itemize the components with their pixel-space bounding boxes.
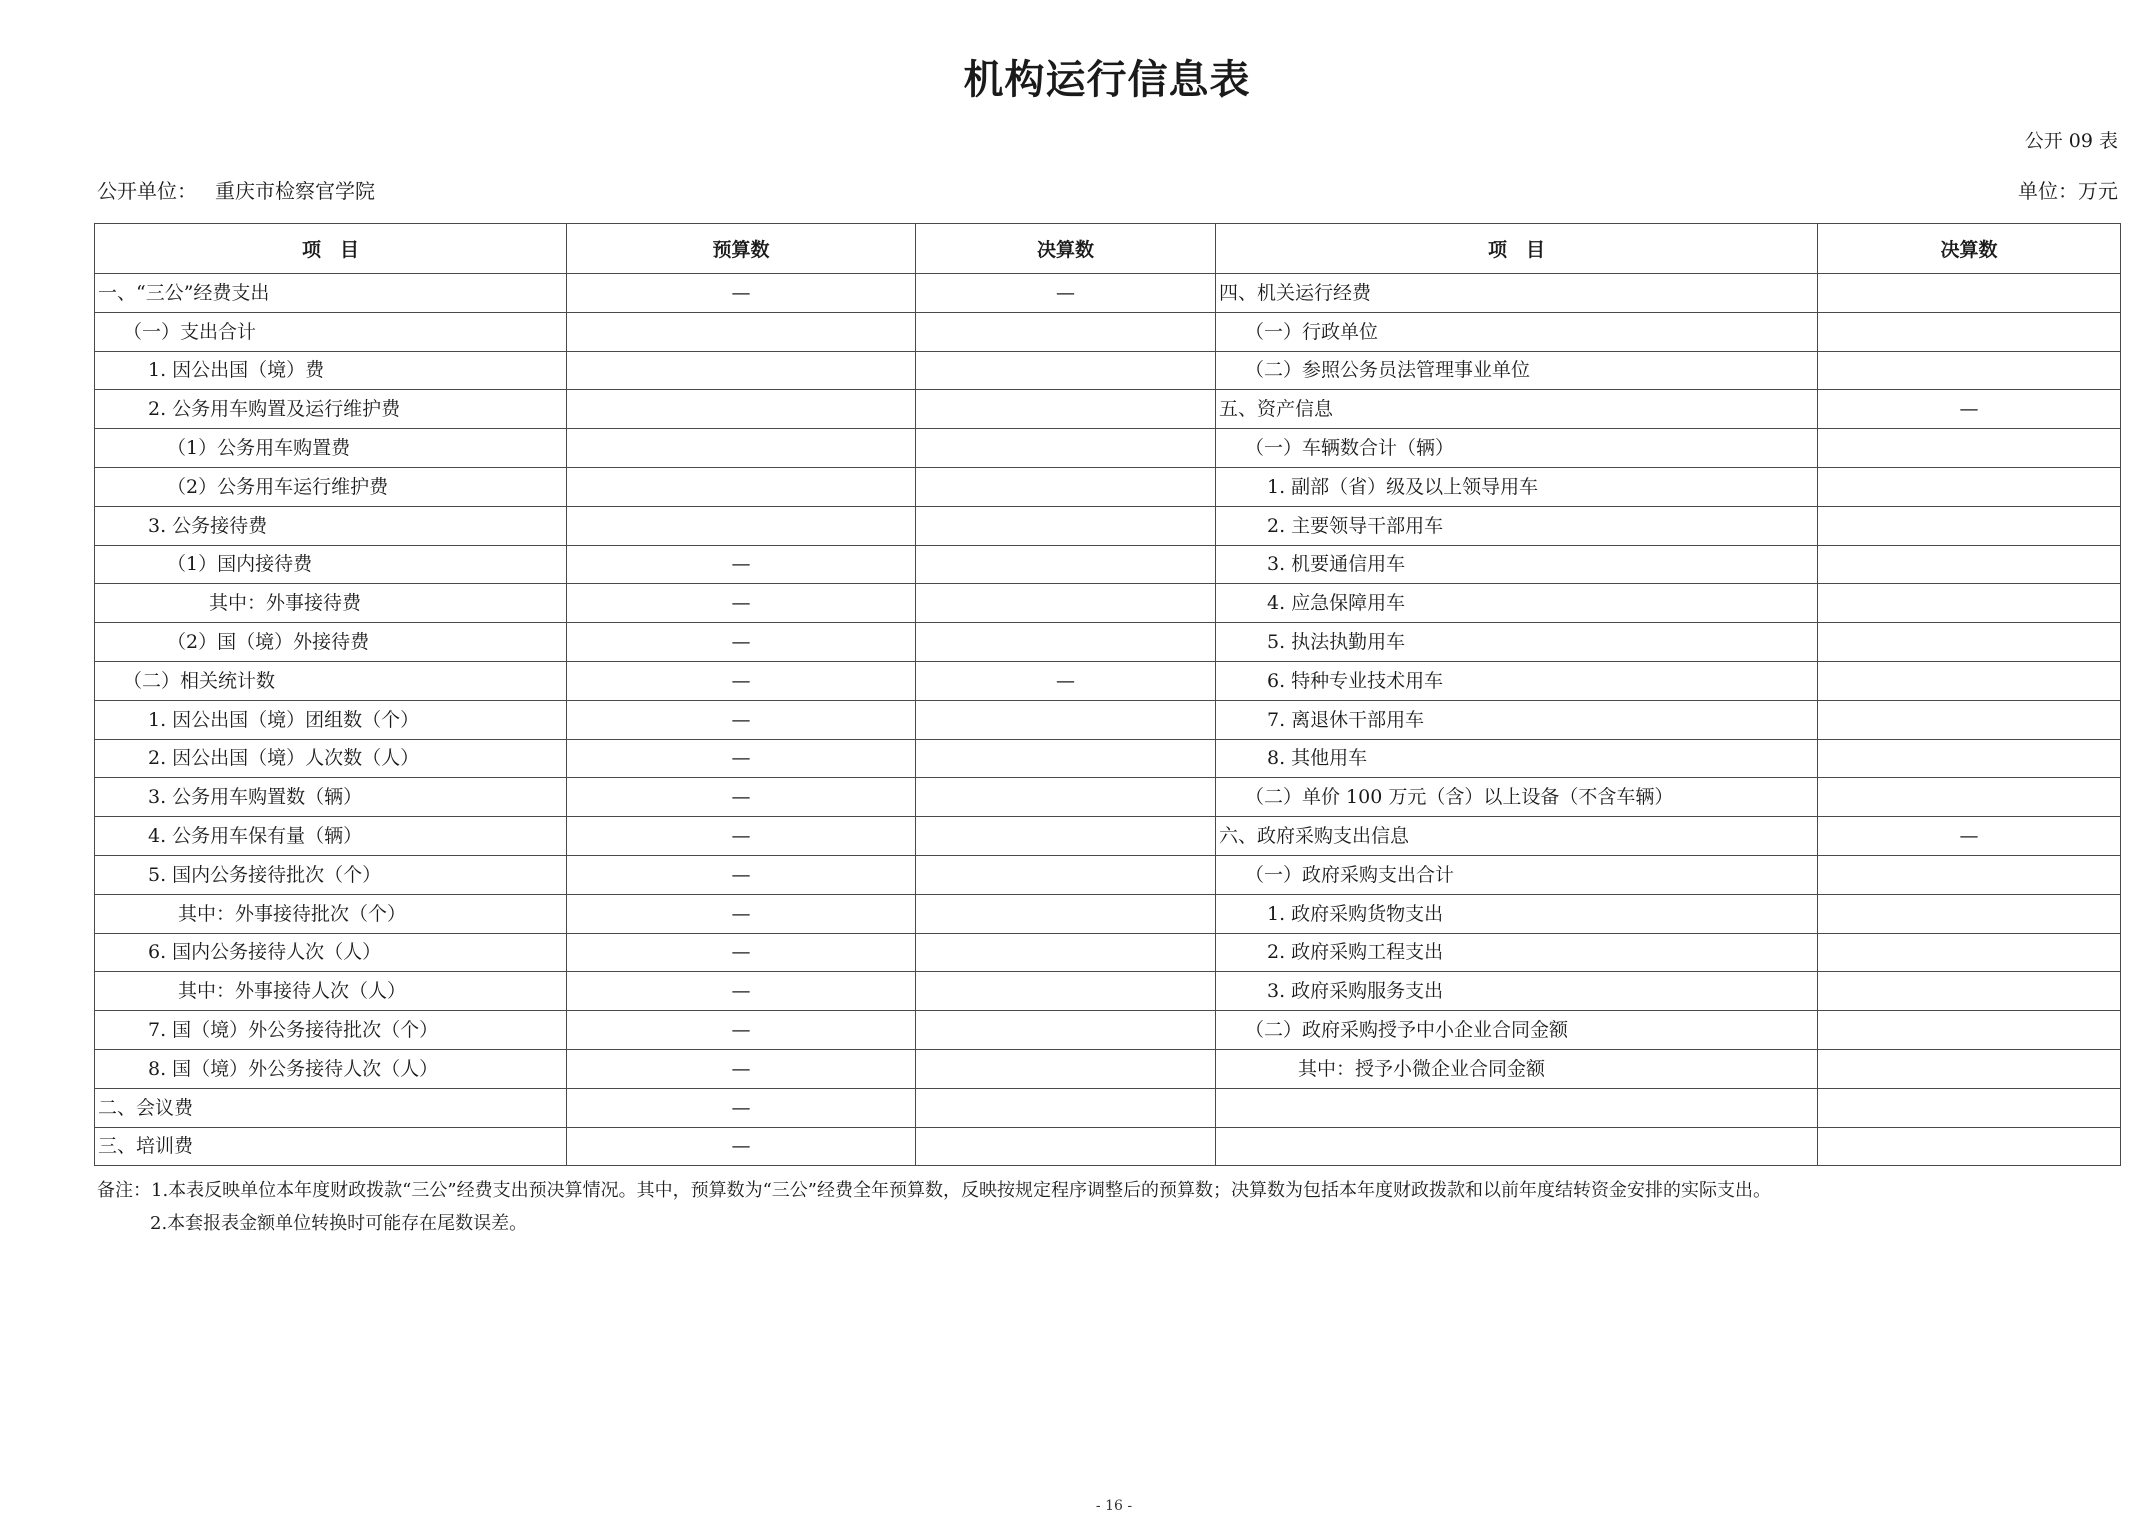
final-cell: —	[916, 661, 1216, 700]
final-cell	[916, 467, 1216, 506]
budget-cell: —	[567, 739, 916, 778]
budget-cell: —	[567, 661, 916, 700]
item-cell: 3. 公务用车购置数（辆）	[95, 778, 567, 817]
item-cell: 三、培训费	[95, 1127, 567, 1166]
table-body	[95, 274, 2121, 1166]
final-cell	[916, 739, 1216, 778]
table-row	[95, 1127, 2121, 1166]
table-row	[95, 274, 2121, 313]
table-row	[95, 467, 2121, 506]
final-cell	[916, 1088, 1216, 1127]
final-cell	[916, 894, 1216, 933]
final-cell: —	[916, 274, 1216, 313]
budget-cell: —	[567, 894, 916, 933]
right-item-cell: 6. 特种专业技术用车	[1216, 661, 1818, 700]
operation-info-table	[94, 223, 2121, 1166]
item-cell: （1）国内接待费	[95, 545, 567, 584]
header-right-final: 决算数	[1818, 224, 2121, 274]
table-row	[95, 700, 2121, 739]
right-final-cell	[1818, 933, 2121, 972]
budget-cell	[567, 390, 916, 429]
right-item-cell	[1216, 1088, 1818, 1127]
final-cell	[916, 972, 1216, 1011]
item-cell: 二、会议费	[95, 1088, 567, 1127]
final-cell	[916, 390, 1216, 429]
budget-cell: —	[567, 274, 916, 313]
right-final-cell	[1818, 623, 2121, 662]
right-item-cell: 2. 政府采购工程支出	[1216, 933, 1818, 972]
budget-cell: —	[567, 1088, 916, 1127]
right-final-cell	[1818, 1049, 2121, 1088]
budget-cell: —	[567, 545, 916, 584]
final-cell	[916, 351, 1216, 390]
item-cell: 7. 国（境）外公务接待批次（个）	[95, 1011, 567, 1050]
final-cell	[916, 933, 1216, 972]
right-item-cell: （一）行政单位	[1216, 312, 1818, 351]
budget-cell: —	[567, 584, 916, 623]
header-budget: 预算数	[567, 224, 916, 274]
table-row	[95, 351, 2121, 390]
table-row	[95, 855, 2121, 894]
reporting-unit-label: 公开单位：	[97, 179, 197, 203]
right-final-cell	[1818, 700, 2121, 739]
reporting-unit	[97, 179, 375, 203]
right-final-cell	[1818, 1127, 2121, 1166]
table-row	[95, 1088, 2121, 1127]
table-row	[95, 506, 2121, 545]
right-final-cell	[1818, 545, 2121, 584]
table-row	[95, 778, 2121, 817]
table-row	[95, 1049, 2121, 1088]
budget-cell	[567, 429, 916, 468]
table-row	[95, 312, 2121, 351]
table-row	[95, 623, 2121, 662]
table-row	[95, 429, 2121, 468]
table-row	[95, 1011, 2121, 1050]
right-final-cell: —	[1818, 817, 2121, 856]
item-cell: 2. 公务用车购置及运行维护费	[95, 390, 567, 429]
right-item-cell: （二）单价 100 万元（含）以上设备（不含车辆）	[1216, 778, 1818, 817]
right-item-cell: 1. 政府采购货物支出	[1216, 894, 1818, 933]
table-row	[95, 584, 2121, 623]
item-cell: （2）国（境）外接待费	[95, 623, 567, 662]
budget-cell: —	[567, 817, 916, 856]
header-item: 项 目	[95, 224, 567, 274]
reporting-unit-name: 重庆市检察官学院	[215, 179, 375, 203]
item-cell: （1）公务用车购置费	[95, 429, 567, 468]
right-item-cell: 5. 执法执勤用车	[1216, 623, 1818, 662]
budget-cell: —	[567, 778, 916, 817]
table-notes	[97, 1174, 1771, 1240]
right-final-cell	[1818, 661, 2121, 700]
right-item-cell: （二）政府采购授予中小企业合同金额	[1216, 1011, 1818, 1050]
right-item-cell: 1. 副部（省）级及以上领导用车	[1216, 467, 1818, 506]
form-number: 公开 09 表	[2024, 130, 2118, 152]
right-final-cell	[1818, 584, 2121, 623]
item-cell: （一）支出合计	[95, 312, 567, 351]
right-final-cell	[1818, 894, 2121, 933]
right-item-cell: （二）参照公务员法管理事业单位	[1216, 351, 1818, 390]
budget-cell	[567, 467, 916, 506]
table-row	[95, 739, 2121, 778]
right-item-cell: 3. 政府采购服务支出	[1216, 972, 1818, 1011]
budget-cell: —	[567, 1049, 916, 1088]
right-item-cell	[1216, 1127, 1818, 1166]
right-final-cell	[1818, 778, 2121, 817]
right-final-cell	[1818, 739, 2121, 778]
item-cell: 1. 因公出国（境）团组数（个）	[95, 700, 567, 739]
table-row	[95, 933, 2121, 972]
final-cell	[916, 1011, 1216, 1050]
right-item-cell: 4. 应急保障用车	[1216, 584, 1818, 623]
table-row	[95, 894, 2121, 933]
budget-cell	[567, 312, 916, 351]
right-item-cell: 其中：授予小微企业合同金额	[1216, 1049, 1818, 1088]
right-final-cell: —	[1818, 390, 2121, 429]
final-cell	[916, 817, 1216, 856]
page-title: 机构运行信息表	[963, 56, 1251, 103]
right-item-cell: （一）政府采购支出合计	[1216, 855, 1818, 894]
item-cell: 其中：外事接待人次（人）	[95, 972, 567, 1011]
budget-cell: —	[567, 1127, 916, 1166]
right-final-cell	[1818, 855, 2121, 894]
item-cell: 其中：外事接待费	[95, 584, 567, 623]
right-final-cell	[1818, 429, 2121, 468]
final-cell	[916, 623, 1216, 662]
table-row	[95, 545, 2121, 584]
right-final-cell	[1818, 467, 2121, 506]
budget-cell: —	[567, 972, 916, 1011]
budget-cell	[567, 351, 916, 390]
header-right-item: 项 目	[1216, 224, 1818, 274]
final-cell	[916, 312, 1216, 351]
budget-cell: —	[567, 700, 916, 739]
right-final-cell	[1818, 972, 2121, 1011]
budget-cell	[567, 506, 916, 545]
table-row	[95, 972, 2121, 1011]
table-row	[95, 390, 2121, 429]
right-item-cell: 四、机关运行经费	[1216, 274, 1818, 313]
final-cell	[916, 545, 1216, 584]
final-cell	[916, 700, 1216, 739]
budget-cell: —	[567, 1011, 916, 1050]
final-cell	[916, 1049, 1216, 1088]
item-cell: 2. 因公出国（境）人次数（人）	[95, 739, 567, 778]
table-row	[95, 817, 2121, 856]
budget-cell: —	[567, 855, 916, 894]
final-cell	[916, 778, 1216, 817]
item-cell: 其中：外事接待批次（个）	[95, 894, 567, 933]
item-cell: 1. 因公出国（境）费	[95, 351, 567, 390]
header-final: 决算数	[916, 224, 1216, 274]
budget-cell: —	[567, 623, 916, 662]
note-line: 2.本套报表金额单位转换时可能存在尾数误差。	[150, 1213, 528, 1234]
page-number: - 16 -	[1095, 1498, 1133, 1514]
right-final-cell	[1818, 506, 2121, 545]
item-cell: 3. 公务接待费	[95, 506, 567, 545]
right-item-cell: （一）车辆数合计（辆）	[1216, 429, 1818, 468]
final-cell	[916, 1127, 1216, 1166]
right-item-cell: 五、资产信息	[1216, 390, 1818, 429]
item-cell: （2）公务用车运行维护费	[95, 467, 567, 506]
item-cell: 8. 国（境）外公务接待人次（人）	[95, 1049, 567, 1088]
right-final-cell	[1818, 312, 2121, 351]
currency-unit: 单位：万元	[2018, 179, 2118, 203]
item-cell: 5. 国内公务接待批次（个）	[95, 855, 567, 894]
final-cell	[916, 506, 1216, 545]
final-cell	[916, 584, 1216, 623]
item-cell: （二）相关统计数	[95, 661, 567, 700]
item-cell: 一、“三公”经费支出	[95, 274, 567, 313]
right-item-cell: 2. 主要领导干部用车	[1216, 506, 1818, 545]
table-row	[95, 661, 2121, 700]
item-cell: 6. 国内公务接待人次（人）	[95, 933, 567, 972]
final-cell	[916, 429, 1216, 468]
item-cell: 4. 公务用车保有量（辆）	[95, 817, 567, 856]
final-cell	[916, 855, 1216, 894]
right-final-cell	[1818, 274, 2121, 313]
right-final-cell	[1818, 1011, 2121, 1050]
right-item-cell: 7. 离退休干部用车	[1216, 700, 1818, 739]
right-item-cell: 六、政府采购支出信息	[1216, 817, 1818, 856]
right-final-cell	[1818, 1088, 2121, 1127]
budget-cell: —	[567, 933, 916, 972]
right-item-cell: 3. 机要通信用车	[1216, 545, 1818, 584]
note-line: 备注：1.本表反映单位本年度财政拨款“三公”经费支出预决算情况。其中，预算数为“三公”经费全年预算数，反映按规定程序调整后的预算数；决算数为包括本年度财政拨款和以前年度结转资金安排的实际支出。	[97, 1180, 1771, 1201]
right-final-cell	[1818, 351, 2121, 390]
table-header-row	[95, 224, 2121, 274]
right-item-cell: 8. 其他用车	[1216, 739, 1818, 778]
